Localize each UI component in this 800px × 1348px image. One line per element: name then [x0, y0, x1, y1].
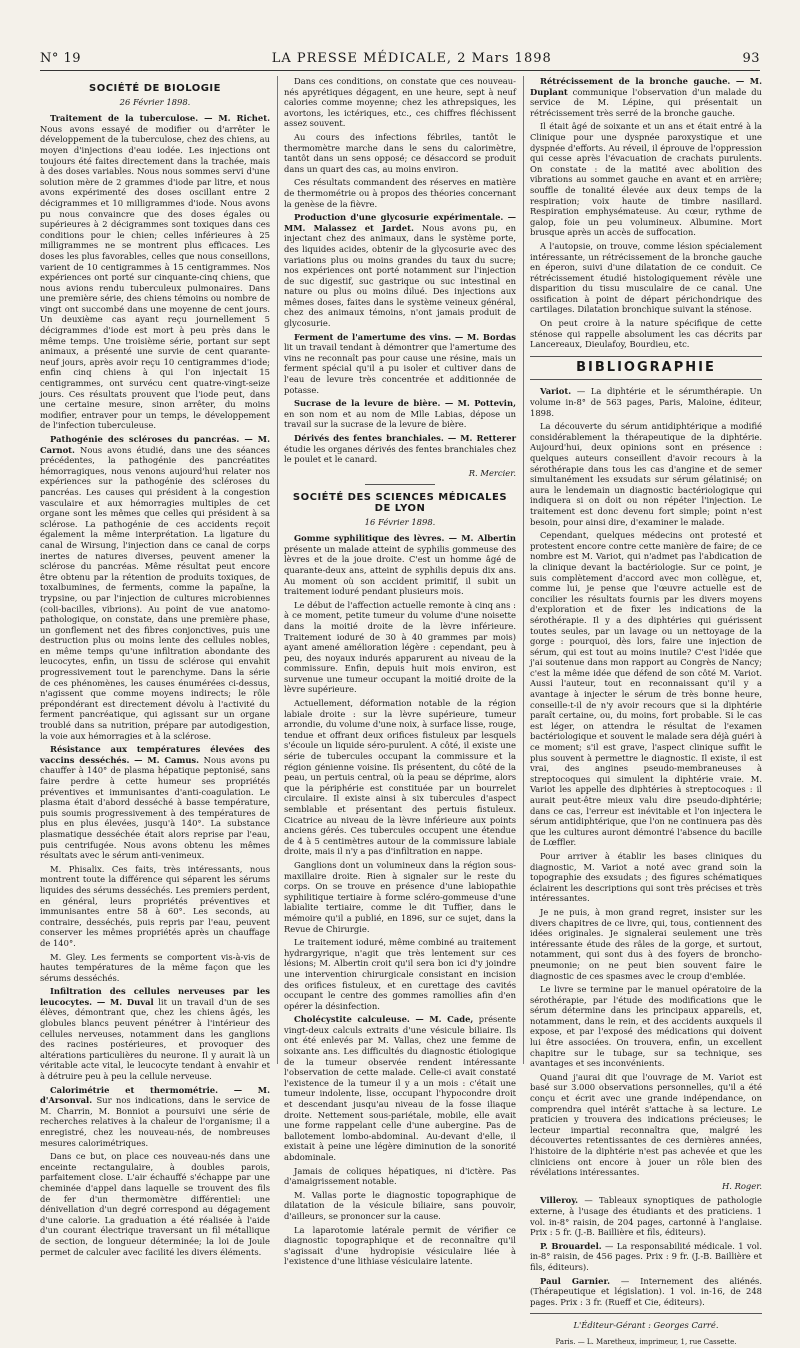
section-divider [530, 1313, 762, 1314]
article-paragraph: Jamais de coliques hépatiques, ni d'ictère. Pas d'amaigrissement notable. [284, 1165, 516, 1187]
book-entry [530, 1195, 762, 1237]
column-3 [530, 76, 763, 1346]
review-paragraph: Le livre se termine par le manuel opératoire de la sérothérapie, par l'étude des modifications que le sérum détermine dans les principaux appareils, et, notamment, dans le rein, et des accidents auxquels il expose, et par l'exposé des médications qui doivent lui être associées. On trouvera, enfin, un excellent chapitre sur le tubage, sur sa technique, ses avantages et ses inconvénients. [530, 984, 762, 1069]
article-title: Gomme syphilitique des lèvres. — M. Albertin [294, 533, 516, 544]
article-title: Production d'une glycosurie expérimentale. — MM. Malassez et Jardet. [284, 212, 516, 233]
column-separator [523, 76, 524, 1064]
column-2 [284, 76, 516, 1267]
page-number: 93 [742, 50, 760, 66]
publisher-line: L'Éditeur-Gérant : Georges Carré. [573, 1320, 719, 1331]
book-author: Villeroy. [540, 1195, 579, 1206]
article-paragraph: M. Gley. Les ferments se comportent vis-à-vis de hautes températures de la même façon que les sérums desséchés. [40, 951, 270, 983]
page-header [40, 48, 760, 68]
article-paragraph: Actuellement, déformation notable de la région labiale droite : sur la lèvre supérieure, tumeur arrondie, du volume d'une noix, à surface lisse, rouge, tendue et offrant deux orifices fistuleux par lesquels s'écoule un liquide séro-purulent. A côté, il existe une série de tubercules occupant la commissure et la région génienne voisine. Ils présentent, du côté de la peau, un pertuis central, où la peau se déprime, alors que la périphérie est constituée par un bourrelet circulaire. Il existe ainsi à six tubercules d'aspect semblable et présentant des pertuis fistuleux. Cicatrice au niveau de la lèvre inférieure aux points anciens gérés. Ces tubercules occupent une étendue de 4 à 5 centimètres autour de la commissure labiale droite, mais il n'y a pas d'infiltration en nappe. [284, 698, 516, 857]
article-paragraph: A l'autopsie, on trouve, comme lésion spécialement intéressante, un rétrécissement de la bronche gauche en éperon, suivi d'une dilatation de ce conduit. Ce rétrécissement étudié histologiquement révèle une disparition du tissu musculaire de ce canal. Une ossification à point de départ périchondrique des cartilages. Dilatation bronchique suivant la sténose. [530, 240, 762, 315]
review-paragraph: Cependant, quelques médecins ont protesté et protestent encore contre cette manière de faire; de ce nombre est M. Variot, qui n'admet pas l'abdication de la clinique devant la bactériologie. Sur ce point, je suis complètement d'accord avec mon collègue, et, comme lui, je pense que l'œuvre actuelle est de concilier les résultats fournis par les divers moyens d'exploration et de fixer les indications de la sérothérapie. Il y a des diphtéries qui guérissent toutes seules, par un lavage ou un nettoyage de la gorge : pourquoi, dès lors, faire une injection de sérum, qui est tout au moins inutile? C'est l'idée que j'ai soutenue dans mon rapport au Congrès de Nancy; c'est la même idée que défend de son côté M. Variot. Aussi l'auteur, tout en reconnaissant qu'il y a avantage à injecter le sérum de très bonne heure, conseille-t-il de n'y avoir recours que si la diphtérie paraît certaine, ou, du moins, fort probable. Si le cas est léger, on attendra le résultat de l'examen bactériologique et souvent le malade sera déjà guéri à ce moment; s'il est grave, l'aspect clinique suffit le plus souvent à permettre le diagnostic. Il existe, il est vrai, des angines pseudo-membraneuses à streptocoques qui simulent la diphtérie vraie. M. Variot les appelle des diphtéries à streptocoques : il aurait peut-être mieux valu dire pseudo-diphtérie; dans ce cas, l'erreur est inévitable et l'on injectera le sérum antidiphtérique, que l'on ne continuera pas dès que les cultures auront démontré l'absence du bacille de Lœffler. [530, 530, 762, 848]
book-reference: — Tableaux synoptiques de pathologie externe, à l'usage des étudiants et des praticiens. 1 vol. in-8° raisin, de 204 pages, cartonné à l'anglaise. Prix : 5 fr. (J.-B. Baillière et fils, éditeurs). [530, 1195, 762, 1238]
author-signature: R. Mercier. [468, 467, 516, 478]
column-separator [277, 76, 278, 1064]
review-paragraph: Quand j'aurai dit que l'ouvrage de M. Variot est basé sur 3.000 observations personnelles, qu'il a été conçu et écrit avec une grande indépendance, on comprendra quel intérêt s'attache à sa lecture. Le praticien y trouvera des indications précieuses; le lecteur impartial reconnaîtra que, malgré les découvertes retentissantes de ces dernières années, l'histoire de la diphtérie n'est pas achevée et que les cliniciens ont encore à jouer un rôle bien des révélations intéressantes. [530, 1071, 762, 1178]
issue-number: N° 19 [40, 50, 82, 66]
article-paragraph: M. Vallas porte le diagnostic topographique de dilatation de la vésicule biliaire, sans pouvoir, d'ailleurs, se prononcer sur la cause. [284, 1189, 516, 1221]
section-divider [530, 379, 762, 380]
article-paragraph: Dans ce but, on place ces nouveau-nés dans une enceinte rectangulaire, à doubles parois, parfaitement close. L'air échauffé s'échappe par une cheminée d'appel dans laquelle se trouvent des fils de fer d'un thermomètre différentiel: une dénivellation d'un degré correspond au dégagement d'une calorie. La graduation a été réalisée à l'aide d'un courant électrique traversant un fil métallique de section, de longueur déterminée; la loi de Joule permet de calculer avec facilité les divers éléments. [40, 1151, 270, 1257]
article-paragraph: Le traitement ioduré, même combiné au traitement hydrargyrique, n'agit que très lentement sur ces lésions; M. Albertin croit qu'il sera bon ici d'y joindre une intervention chirurgicale consistant en incision des orifices fistuleux, et en curettage des cavités occupant le centre des gommes ramollies afin d'en opérer la désinfection. [284, 937, 516, 1011]
book-entry [530, 386, 762, 418]
article-title: Cholécystite calculeuse. — M. Cade, [294, 1014, 474, 1025]
article-paragraph: La laparotomie latérale permit de vérifier ce diagnostic topographique et de reconnaître qu'il s'agissait d'une hydropisie vésiculaire liée à l'existence d'une lithiase vésiculaire latente. [284, 1224, 516, 1267]
session-date: 16 Février 1898. [364, 516, 436, 527]
bibliography-heading: BIBLIOGRAPHIE [576, 359, 716, 375]
section-title: SOCIÉTÉ DES SCIENCES MÉDICALES DE LYON [292, 492, 508, 514]
article-paragraph: Ganglions dont un volumineux dans la région sous-maxillaire droite. Rien à signaler sur le reste du corps. On se trouve en présence d'une labiopathie syphilitique tertiaire à forme scléro-gommeuse d'une labialite tertiaire, comme le dit Tuffier, dans le mémoire qu'il a publié, en 1896, sur ce sujet, dans la Revue de Chirurgie. [284, 859, 516, 934]
section-title: SOCIÉTÉ DE BIOLOGIE [89, 83, 221, 94]
article-paragraph: Dérivés des fentes branchiales. — M. Retterer étudie les organes dérivés des fentes branchiales chez le poulet et le canard. [284, 433, 516, 465]
section-divider [530, 356, 762, 357]
book-author: P. Brouardel. [540, 1240, 602, 1251]
article-paragraph: Sucrase de la levure de bière. — M. Pottevin, en son nom et au nom de Mlle Labias, dépose un travail sur la sucrase de la levure de bière. [284, 398, 516, 430]
author-signature: H. Roger. [721, 1180, 762, 1191]
book-author: Paul Garnier. [540, 1275, 611, 1286]
header-rule [40, 70, 760, 71]
article-paragraph: Au cours des infections fébriles, tantôt le thermomètre marche dans le sens du calorimètre, tantôt dans un sens opposé; ce désaccord se produit dans un quart des cas, au moins environ. [284, 131, 516, 174]
article-title: Ferment de l'amertume des vins. — M. Bordas [294, 331, 516, 342]
article-paragraph: Le début de l'affection actuelle remonte à cinq ans : à ce moment, petite tumeur du volume d'une noisette dans la moitié droite de la lèvre inférieure. Traitement ioduré de 30 à 40 grammes par mois) ayant amené amélioration légère : cependant, peu à peu, des noyaux indurés apparurent au niveau de la commissure. Enfin, depuis huit mois environ, est survenue une tumeur occupant la moitié droite de la lèvre supérieure. [284, 599, 516, 695]
article-title: Calorimétrie et thermométrie. — M. d'Arsonval. [40, 1084, 270, 1106]
article-title: Sucrase de la levure de bière. — M. Pottevin, [294, 398, 516, 409]
article-paragraph: M. Phisalix. Ces faits, très intéressants, nous montrent toute la différence qui séparent les sérums liquides des sérums desséchés. Les premiers perdent, en général, leurs propriétés préventives et immunisantes entre 58 à 60°. Les seconds, au contraire, desséchés, puis repris par l'eau, peuvent conserver les mêmes propriétés après un chauffage de 140°. [40, 863, 270, 948]
printer-line: Paris. — L. Maretheux, imprimeur, 1, rue Cassette. [555, 1337, 737, 1346]
article-title: Pathogénie des scléroses du pancréas. — M. Carnot. [40, 434, 270, 455]
article-paragraph: Calorimétrie et thermométrie. — M. d'Arsonval. Sur nos indications, dans le service de M. Charrin, M. Bonniot a poursuivi une série de recherches relatives à la chaleur de l'organisme; il a enregistré, chez les nouveau-nés, de nombreuses mesures calorimétriques. [40, 1084, 270, 1148]
book-reference: — Internement des aliénés. (Thérapeutique et législation). 1 vol. in-16, de 248 pages. Prix : 3 fr. (Rueff et Cie, éditeurs). [530, 1275, 762, 1307]
article-paragraph: Rétrécissement de la bronche gauche. — M. Duplant communique l'observation d'un malade du service de M. Lépine, qui présentait un rétrécissement très serré de la bronche gauche. [530, 76, 762, 118]
article-paragraph: Gomme syphilitique des lèvres. — M. Albertin présente un malade atteint de syphilis gommeuse des lèvres et de la joue droite. C'est un homme âgé de quarante-deux ans, atteint de syphilis depuis dix ans. Au moment où son accident primitif, il subit un traitement ioduré pendant plusieurs mois. [284, 533, 516, 597]
book-author: Variot. [540, 386, 572, 397]
article-paragraph: Dans ces conditions, on constate que ces nouveau-nés apyrétiques dégagent, en une heure, sept à neuf calories comme moyenne; chez les athrepsiques, les avortons, les ictériques, etc., ces chiffres fléchissent assez souvent. [284, 76, 516, 129]
review-paragraph: Je ne puis, à mon grand regret, insister sur les divers chapitres de ce livre, qui, tous, contiennent des idées originales. Je signalerai seulement une très intéressante étude des râles de la gorge, et surtout, notamment, qui sont dus à des foyers de broncho-pneumonie; on ne peut bien souvent faire le diagnostic de ces spasmes avec le croup d'emblée. [530, 906, 762, 981]
review-paragraph: La découverte du sérum antidiphtérique a modifié considérablement la thérapeutique de la diphtérie. Aujourd'hui, deux opinions sont en présence : quelques auteurs conseillent d'avoir recours à la sérothérapie dans tous les cas d'angine et de semer simultanément les exsudats sur sérum gélatinisé; on aura le lendemain un diagnostic bactériologique qui indiquera si on doit ou non répéter l'injection. Le traitement est donc devenu fort simple; point n'est besoin, pour ainsi dire, d'examiner le malade. [530, 421, 762, 527]
article-title: Rétrécissement de la bronche gauche. — M. Duplant [530, 76, 762, 97]
article-title: Dérivés des fentes branchiales. — M. Retterer [294, 433, 516, 443]
article-paragraph: Production d'une glycosurie expérimentale. — MM. Malassez et Jardet. Nous avons pu, en injectant chez des animaux, dans le système porte, des liquides acides, obtenir de la glycosurie avec des variations plus ou moins grandes du taux du sucre; nos expériences ont porté notamment sur l'injection de suc digestif, suc gastrique ou suc intestinal en nature ou plus ou moins dilué. Des injections aux mêmes doses, faites dans le système veineux général, chez des animaux témoins, n'ont jamais produit de glycosurie. [284, 212, 516, 329]
article-paragraph: Ferment de l'amertume des vins. — M. Bordas lit un travail tendant à démontrer que l'amertume des vins ne reconnaît pas pour cause une résine, mais un ferment spécial qu'il a pu isoler et cultiver dans de l'eau de levure très concentrée et additionnée de potasse. [284, 331, 516, 395]
column-1 [40, 76, 271, 1257]
book-reference: — La diphtérie et le sérumthérapie. Un volume in-8° de 563 pages, Paris, Maloine, éditeur, 1898. [530, 386, 762, 418]
book-entry [530, 1276, 762, 1308]
article-paragraph: On peut croire à la nature spécifique de cette sténose qui rappelle absolument les cas décrits par Lancereaux, Dieulafoy, Bourdieu, etc. [530, 318, 762, 350]
article-paragraph: Infiltration des cellules nerveuses par les leucocytes. — M. Duval lit un travail d'un de ses élèves, démontrant que, chez les chiens âgés, les globules blancs peuvent pénétrer à l'intérieur des cellules nerveuses, notamment dans les ganglions des racines postérieures, et provoquer des altérations particulières du neurone. Il y aurait là un véritable acte vital, le leucocyte tendant à envahir et à détruire peu à peu la cellule nerveuse. [40, 986, 270, 1082]
article-paragraph: Cholécystite calculeuse. — M. Cade, présente vingt-deux calculs extraits d'une vésicule biliaire. Ils ont été enlevés par M. Vallas, chez une femme de soixante ans. Les difficultés du diagnostic étiologique de la tumeur observée rendent intéressante l'observation de cette malade. Celle-ci avait constaté l'existence de la tumeur il y a un mois : c'était une tumeur indolente, lisse, occupant l'hypocondre droit et descendant jusqu'au niveau de la fosse iliaque droite. Nettement sous-pariétale, mobile, elle avait une forme rappelant celle d'une aubergine. Pas de ballotement lombo-abdominal. Au-devant d'elle, il existait à peine une légère diminution de la sonorité abdominale. [284, 1014, 516, 1162]
review-paragraph: Pour arriver à établir les bases cliniques du diagnostic, M. Variot a noté avec grand soin la topographie des exsudats ; des figures schématiques éclairent les descriptions qui sont très précises et très intéressantes. [530, 850, 762, 904]
article-paragraph: Il était âgé de soixante et un ans et était entré à la Clinique pour une dyspnée paroxystique et une dyspnée d'efforts. Au réveil, il éprouve de l'oppression qui cesse après l'évacuation de crachats purulents. On constate : de la matité avec abolition des vibrations au sommet gauche en avant et en arrière; souffle de tonalité élevée aux deux temps de la respiration; voix haute de timbre nasillard. Respiration emphysémateuse. Au cœur, rythme de galop, foie un peu volumineux. Albumine. Mort brusque après un accès de suffocation. [530, 121, 762, 238]
session-date: 26 Février 1898. [119, 96, 191, 107]
book-entry [530, 1241, 762, 1273]
section-divider [365, 484, 435, 485]
article-title: Infiltration des cellules nerveuses par les leucocytes. — M. Duval [40, 986, 270, 1007]
book-reference: — La responsabilité médicale. 1 vol. in-8° raisin, de 456 pages. Prix : 9 fr. (J.-B. Baillière et fils, éditeurs). [530, 1240, 763, 1272]
article-paragraph: Traitement de la tuberculose. — M. Richet. Nous avons essayé de modifier ou d'arrêter le développement de la tuberculose, chez des chiens, au moyen d'injections d'eau iodée. Les injections ont toujours été faites directement dans la trachée, mais à des doses variables. Nous nous sommes servi d'une solution mère de 2 grammes d'iode par litre, et nous avons expérimenté des doses oscillant entre 2 décigrammes et 10 milligrammes d'iode. Nous avons pu nous convaincre que des doses égales ou supérieures à 2 décigrammes sont toxiques dans ces conditions pour le chien; celles inférieures à 25 milligrammes ne se montrent plus efficaces. Les doses les plus favorables, celles que nous conseillons, varient de 10 centigrammes à 15 centigrammes. Nos expériences ont porté sur cinquante-cinq chiens, que nous avions rendu tuberculeux pulmonaires. Dans une première série, des chiens témoins ou nombre de vingt ont succombé dans une moyenne de cent jours. Un deuxième cas ayant reçu journellement 5 décigrammes d'iode est mort à peu près dans le même temps. Une troisième série, portant sur sept animaux, a présenté une survie de cent quarante-neuf jours, après avoir reçu 10 centigrammes d'iode; enfin cinq chiens à qui l'on injectait 15 centigrammes, ont survécu cent quatre-vingt-seize jours. Ces résultats prouvent que l'iode peut, dans une certaine mesure, sinon arrêter, du moins modifier, entraver pour un temps, le développement de l'infection tuberculeuse. [40, 113, 270, 431]
article-paragraph: Résistance aux températures élevées des vaccins desséchés. — M. Camus. Nous avons pu chauffer à 140° de plasma hépatique peptonisé, sans faire perdre à cette humeur ses propriétés préventives et immunisantes d'anti-coagulation. Le plasma était d'abord desséché à basse température, puis soumis progressivement à des températures de plus en plus élevées, jusqu'à 140°. La substance plasmatique desséchée était alors reprise par l'eau, puis centrifugée. Nous avons obtenu les mêmes résultats avec le sérum anti-venimeux. [40, 744, 270, 861]
article-title: Traitement de la tuberculose. — M. Richet. [50, 113, 270, 124]
article-paragraph: Ces résultats commandent des réserves en matière de thermométrie ou à propos des théories concernant la genèse de la fièvre. [284, 177, 516, 209]
journal-title: LA PRESSE MÉDICALE, 2 Mars 1898 [271, 50, 552, 66]
article-title: Résistance aux températures élevées des vaccins desséchés. — M. Camus. [40, 744, 270, 765]
article-paragraph: Pathogénie des scléroses du pancréas. — M. Carnot. Nous avons étudié, dans une des séances précédentes, la pathogénie des pancréatites hémorragiques, nous venons aujourd'hui relater nos expériences sur la pathogénie des scléroses du pancréas. Les causes qui président à la congestion vasculaire et aux hémorragies multiples de cet organe sont les mêmes que celles qui président à sa sclérose. La pathogénie de ces accidents reçoit également la même interprétation. La ligature du canal de Wirsung, l'injection dans ce canal de corps inertes de natures diverses, peuvent amener la sclérose du pancréas. Même résultat peut encore être obtenu par la rétention de produits toxiques, de toxalbumines, de ferments, comme la papaïne, la trypsine, ou par l'injection de cultures microbiennes (coli-bacilles, vibrions). Au point de vue anatomo-pathologique, on constate, dans une première phase, un gonflement net des fibres conjonctives, puis une destruction plus ou moins lente des cellules nobles, en même temps qu'une infiltration abondante des leucocytes, enfin, un tissu de sclérose qui envahit progressivement tout le parenchyme. Dans la série de ces phénomènes, les causes énumérées ci-dessus, n'agissent que comme moyens indirects; le rôle prépondérant est directement dévolu à l'activité du ferment pancréatique, qui agissant sur un organe troublé dans sa nutrition, prépare par autodigestion, la voie aux hémorragies et à la sclérose. [40, 434, 271, 741]
